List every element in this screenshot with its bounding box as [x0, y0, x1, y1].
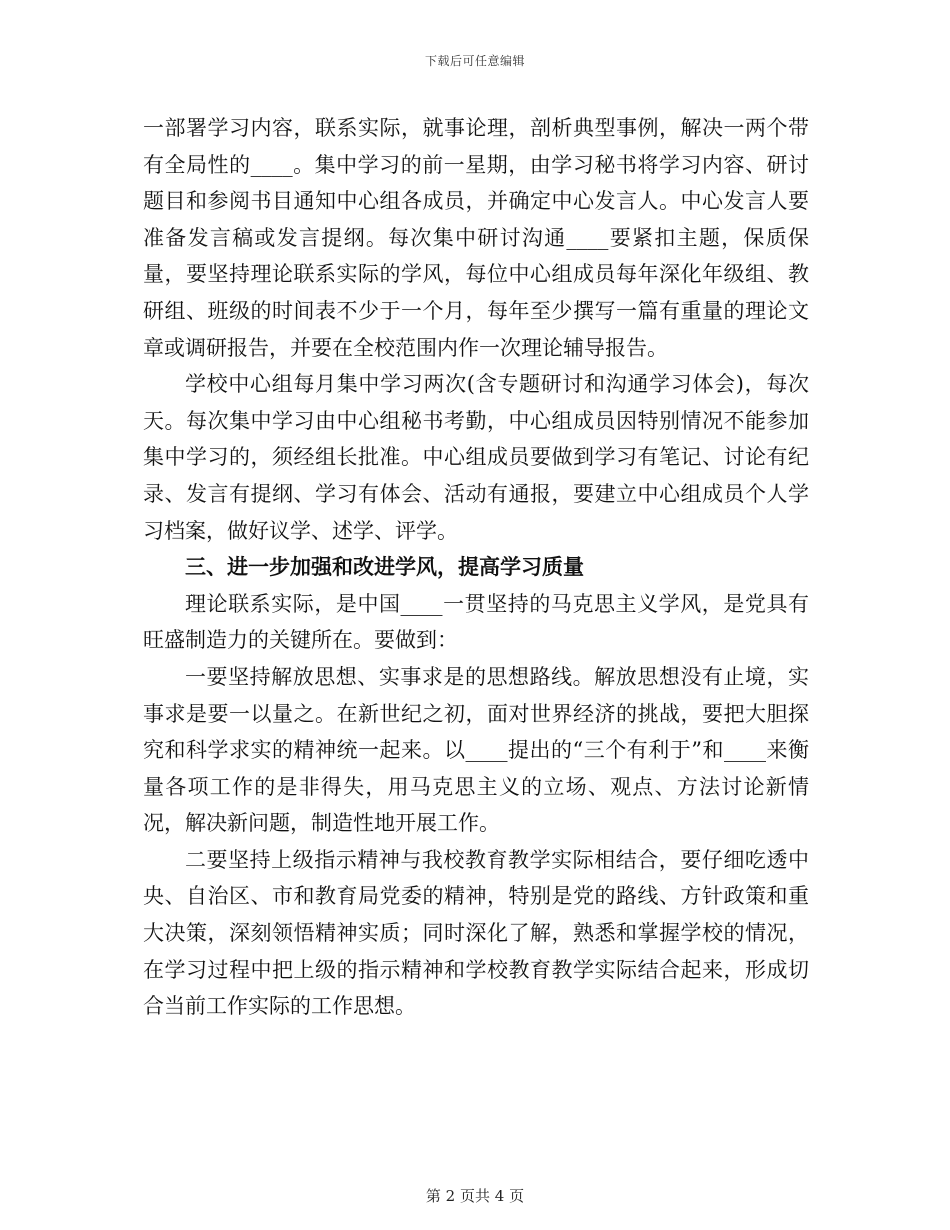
- section-heading: 三、进一步加强和改进学风，提高学习质量: [185, 554, 584, 580]
- page-number: 第 2 页共 4 页: [425, 1187, 525, 1205]
- paragraph-study-style: 理论联系实际，是中国____一贯坚持的马克思主义学风，是党具有旺盛制造力的关键所在。要做到：: [143, 591, 809, 653]
- paragraph-study-schedule: 学校中心组每月集中学习两次(含专题研讨和沟通学习体会)，每次天。每次集中学习由中心组秘书考勤，中心组成员因特别情况不能参加集中学习的，须经组长批准。中心组成员要做到学习有笔记、讨论有纪录、发言有提纲、学习有体会、活动有通报，要建立中心组成员个人学习档案，做好议学、述学、评学。: [143, 372, 809, 543]
- paragraph-continuation: 一部署学习内容，联系实际，就事论理，剖析典型事例，解决一两个带有全局性的____。集中学习的前一星期，由学习秘书将学习内容、研讨题目和参阅书目通知中心组各成员，并确定中心发言人。中心发言人要准备发言稿或发言提纲。每次集中研讨沟通____要紧扣主题，保质保量，要坚持理论联系实际的学风，每位中心组成员每年深化年级组、教研组、班级的时间表不少于一个月，每年至少撰写一篇有重量的理论文章或调研报告，并要在全校范围内作一次理论辅导报告。: [143, 116, 809, 360]
- paragraph-point-one: 一要坚持解放思想、实事求是的思想路线。解放思想没有止境，实事求是要一以量之。在新世纪之初，面对世界经济的挑战，要把大胆探究和科学求实的精神统一起来。以____提出的“三个有利于”和____来衡量各项工作的是非得失，用马克思主义的立场、观点、方法讨论新情况，解决新问题，制造性地开展工作。: [143, 664, 809, 836]
- document-body: [143, 110, 809, 1025]
- page-header: 下载后可任意编辑: [424, 54, 525, 68]
- paragraph-point-two: 二要坚持上级指示精神与我校教育教学实际相结合，要仔细吃透中央、自治区、市和教育局党委的精神，特别是党的路线、方针政策和重大决策，深刻领悟精神实质；同时深化了解，熟悉和掌握学校的情况，在学习过程中把上级的指示精神和学校教育教学实际结合起来，形成切合当前工作实际的工作思想。: [143, 847, 809, 1019]
